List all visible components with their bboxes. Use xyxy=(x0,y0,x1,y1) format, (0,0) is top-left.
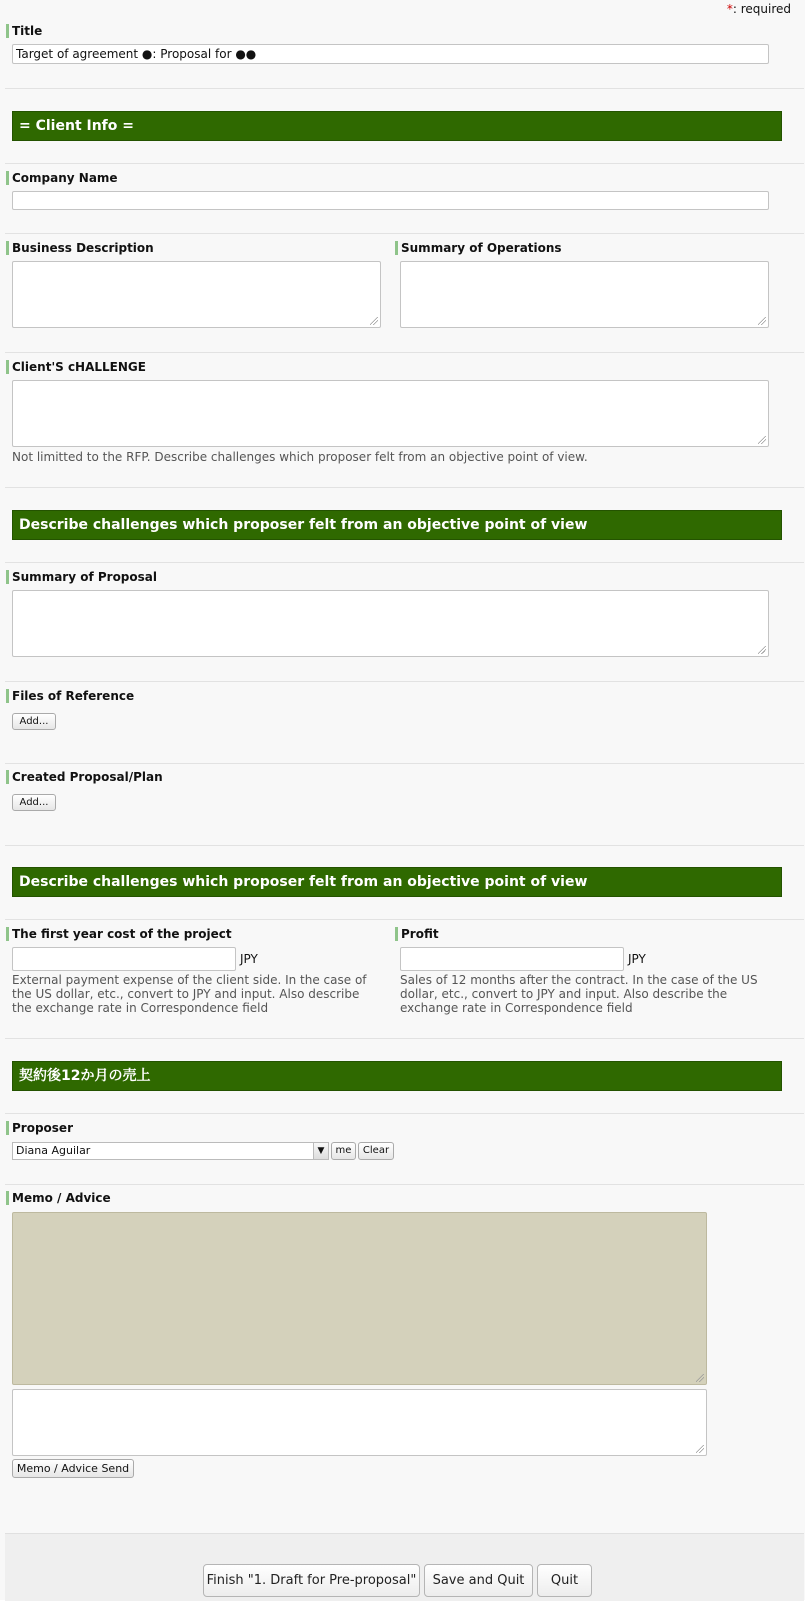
resize-grip-icon[interactable] xyxy=(696,1445,704,1453)
resize-grip-icon[interactable] xyxy=(758,646,766,654)
divider xyxy=(5,919,804,920)
resize-grip-icon[interactable] xyxy=(696,1374,704,1382)
resize-grip-icon[interactable] xyxy=(370,317,378,325)
profit-unit: JPY xyxy=(628,952,646,966)
company-name-input[interactable] xyxy=(12,191,769,210)
company-name-label: Company Name xyxy=(6,171,118,185)
memo-send-button[interactable]: Memo / Advice Send xyxy=(12,1459,134,1478)
first-year-cost-note: External payment expense of the client side. In the case of the US dollar, etc., convert to JPY and input. Also describe the exchange rate in Correspondence field xyxy=(12,973,367,1015)
divider xyxy=(5,562,804,563)
divider xyxy=(5,1038,804,1039)
client-challenge-textarea[interactable] xyxy=(12,380,769,447)
summary-of-proposal-textarea[interactable] xyxy=(12,590,769,657)
first-year-cost-unit: JPY xyxy=(240,952,258,966)
divider xyxy=(5,487,804,488)
divider xyxy=(5,1113,804,1114)
created-proposal-label: Created Proposal/Plan xyxy=(6,770,163,784)
divider xyxy=(5,88,804,89)
clear-button[interactable]: Clear xyxy=(358,1142,394,1160)
divider xyxy=(5,233,804,234)
divider xyxy=(5,845,804,846)
cost-section-banner: Describe challenges which proposer felt from an objective point of view xyxy=(12,867,782,897)
business-description-textarea[interactable] xyxy=(12,261,381,328)
first-year-cost-label: The first year cost of the project xyxy=(6,927,232,941)
memo-input-textarea[interactable] xyxy=(12,1389,707,1456)
profit-input[interactable] xyxy=(400,947,624,971)
sales-section-banner: 契約後12か月の売上 xyxy=(12,1061,782,1091)
finish-draft-button[interactable]: Finish "1. Draft for Pre-proposal" xyxy=(203,1564,420,1597)
proposer-selected-value: Diana Aguilar xyxy=(16,1144,91,1157)
title-label: Title xyxy=(6,24,42,38)
client-info-banner: = Client Info = xyxy=(12,111,782,141)
divider xyxy=(5,352,804,353)
add-proposal-file-button[interactable]: Add... xyxy=(12,794,56,811)
proposer-select[interactable] xyxy=(12,1142,329,1160)
summary-of-proposal-label: Summary of Proposal xyxy=(6,570,157,584)
memo-history-area xyxy=(12,1212,707,1385)
memo-label: Memo / Advice xyxy=(6,1191,111,1205)
proposal-section-banner: Describe challenges which proposer felt from an objective point of view xyxy=(12,510,782,540)
title-input[interactable]: Target of agreement ●: Proposal for ●● xyxy=(12,44,769,64)
save-and-quit-button[interactable]: Save and Quit xyxy=(424,1564,533,1597)
resize-grip-icon[interactable] xyxy=(758,317,766,325)
summary-of-operations-textarea[interactable] xyxy=(400,261,769,328)
business-description-label: Business Description xyxy=(6,241,154,255)
divider xyxy=(5,681,804,682)
required-star: * xyxy=(726,2,733,16)
divider xyxy=(5,1184,804,1185)
client-challenge-label: Client'S cHALLENGE xyxy=(6,360,146,374)
chevron-down-icon[interactable]: ▼ xyxy=(313,1143,328,1159)
profit-note: Sales of 12 months after the contract. In the case of the US dollar, etc., convert to JPY and input. Also describe the exchange rate in Correspondence field xyxy=(400,973,758,1015)
add-reference-file-button[interactable]: Add... xyxy=(12,713,56,730)
quit-button[interactable]: Quit xyxy=(537,1564,592,1597)
divider xyxy=(5,163,804,164)
files-of-reference-label: Files of Reference xyxy=(6,689,134,703)
resize-grip-icon[interactable] xyxy=(758,436,766,444)
required-text: : required xyxy=(732,2,791,16)
profit-label: Profit xyxy=(395,927,439,941)
me-button[interactable]: me xyxy=(331,1142,356,1160)
required-note xyxy=(727,2,791,16)
proposer-label: Proposer xyxy=(6,1121,73,1135)
client-challenge-note: Not limitted to the RFP. Describe challenges which proposer felt from an objective point of view. xyxy=(12,450,588,464)
first-year-cost-input[interactable] xyxy=(12,947,236,971)
divider xyxy=(5,763,804,764)
summary-of-operations-label: Summary of Operations xyxy=(395,241,562,255)
